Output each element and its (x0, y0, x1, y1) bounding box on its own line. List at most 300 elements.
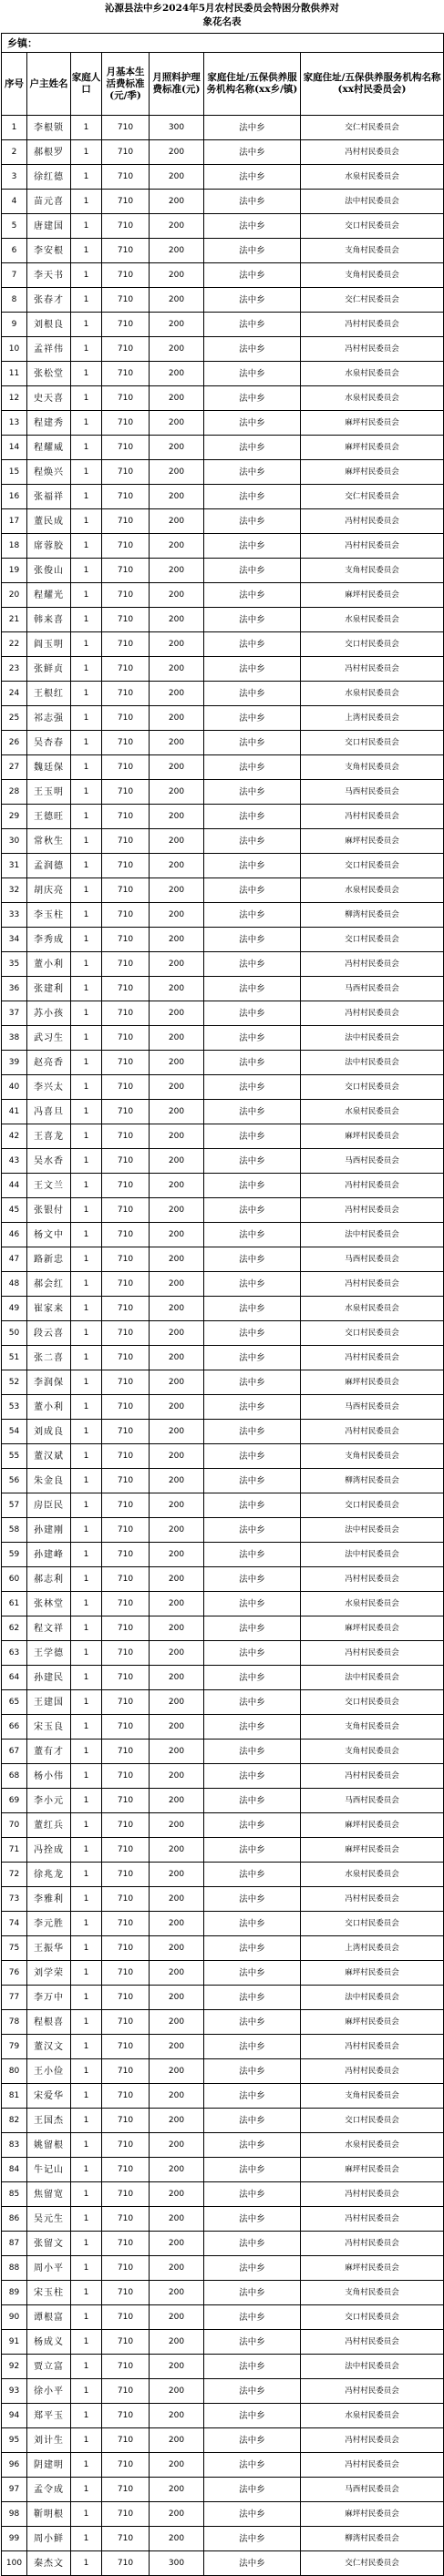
cell-householder: 董有才 (27, 1740, 71, 1764)
cell-householder: 赵亮香 (27, 1051, 71, 1075)
cell-household-size: 1 (71, 1272, 102, 1297)
cell-householder: 李万中 (27, 1986, 71, 2010)
cell-township: 法中乡 (204, 386, 301, 411)
cell-township: 法中乡 (204, 1863, 301, 1887)
table-row (2, 731, 444, 755)
cell-household-size: 1 (71, 362, 102, 386)
cell-village-committee: 水泉村民委员会 (301, 1297, 444, 1321)
cell-village-committee: 交仁村民委员会 (301, 288, 444, 313)
cell-living-allowance: 710 (102, 2404, 150, 2428)
cell-index: 75 (2, 1936, 27, 1961)
cell-township: 法中乡 (204, 2059, 301, 2084)
cell-township: 法中乡 (204, 1198, 301, 1223)
table-row (2, 1247, 444, 1272)
cell-householder: 刘学荣 (27, 1961, 71, 1986)
cell-living-allowance: 710 (102, 854, 150, 878)
cell-care-allowance: 200 (150, 1567, 204, 1592)
cell-living-allowance: 710 (102, 903, 150, 928)
cell-care-allowance: 200 (150, 2256, 204, 2281)
cell-householder: 朱金良 (27, 1469, 71, 1493)
cell-care-allowance: 200 (150, 1174, 204, 1198)
cell-living-allowance: 710 (102, 534, 150, 559)
cell-living-allowance: 710 (102, 829, 150, 854)
cell-village-committee: 支角村民委员会 (301, 239, 444, 263)
cell-village-committee: 冯村村民委员会 (301, 805, 444, 829)
cell-township: 法中乡 (204, 1740, 301, 1764)
cell-household-size: 1 (71, 1075, 102, 1100)
cell-living-allowance: 710 (102, 1444, 150, 1469)
cell-index: 55 (2, 1444, 27, 1469)
cell-householder: 孟令成 (27, 2478, 71, 2502)
cell-householder: 贾立富 (27, 2355, 71, 2379)
cell-householder: 李雅利 (27, 1887, 71, 1912)
cell-living-allowance: 710 (102, 706, 150, 731)
cell-living-allowance: 710 (102, 928, 150, 952)
cell-living-allowance: 710 (102, 583, 150, 608)
cell-household-size: 1 (71, 2010, 102, 2035)
cell-township: 法中乡 (204, 2084, 301, 2109)
cell-living-allowance: 710 (102, 190, 150, 214)
cell-village-committee: 交口村民委员会 (301, 214, 444, 239)
cell-index: 63 (2, 1641, 27, 1666)
cell-care-allowance: 200 (150, 2281, 204, 2305)
table-row (2, 140, 444, 165)
cell-village-committee: 交口村民委员会 (301, 1075, 444, 1100)
cell-township: 法中乡 (204, 608, 301, 632)
cell-living-allowance: 710 (102, 1887, 150, 1912)
cell-index: 5 (2, 214, 27, 239)
cell-village-committee: 马西村民委员会 (301, 1247, 444, 1272)
cell-index: 17 (2, 509, 27, 534)
cell-index: 41 (2, 1100, 27, 1124)
cell-village-committee: 冯村村民委员会 (301, 2035, 444, 2059)
cell-living-allowance: 710 (102, 977, 150, 1001)
cell-householder: 孟祥伟 (27, 337, 71, 362)
table-row (2, 1567, 444, 1592)
cell-village-committee: 支角村民委员会 (301, 263, 444, 288)
cell-township: 法中乡 (204, 2330, 301, 2355)
cell-township: 法中乡 (204, 2527, 301, 2551)
table-row (2, 116, 444, 140)
cell-village-committee: 冯村村民委员会 (301, 1001, 444, 1026)
cell-township: 法中乡 (204, 1321, 301, 1346)
cell-care-allowance: 200 (150, 485, 204, 509)
cell-index: 39 (2, 1051, 27, 1075)
cell-household-size: 1 (71, 977, 102, 1001)
cell-village-committee: 冯村村民委员会 (301, 534, 444, 559)
cell-index: 36 (2, 977, 27, 1001)
cell-index: 48 (2, 1272, 27, 1297)
cell-township: 法中乡 (204, 214, 301, 239)
table-row (2, 2355, 444, 2379)
table-row (2, 190, 444, 214)
table-row (2, 1666, 444, 1690)
cell-township: 法中乡 (204, 805, 301, 829)
cell-township: 法中乡 (204, 2010, 301, 2035)
cell-household-size: 1 (71, 313, 102, 337)
cell-village-committee: 交口村民委员会 (301, 1912, 444, 1936)
table-row (2, 2330, 444, 2355)
cell-household-size: 1 (71, 2502, 102, 2527)
cell-household-size: 1 (71, 2355, 102, 2379)
cell-householder: 王建国 (27, 1690, 71, 1715)
cell-index: 76 (2, 1961, 27, 1986)
cell-care-allowance: 200 (150, 878, 204, 903)
cell-township: 法中乡 (204, 632, 301, 657)
cell-index: 43 (2, 1149, 27, 1174)
cell-township: 法中乡 (204, 165, 301, 190)
table-row (2, 1420, 444, 1444)
cell-care-allowance: 200 (150, 534, 204, 559)
cell-index: 93 (2, 2379, 27, 2404)
cell-care-allowance: 200 (150, 1616, 204, 1641)
cell-village-committee: 冯村村民委员会 (301, 1420, 444, 1444)
cell-township: 法中乡 (204, 362, 301, 386)
cell-village-committee: 冯村村民委员会 (301, 337, 444, 362)
cell-household-size: 1 (71, 632, 102, 657)
cell-village-committee: 法中村民委员会 (301, 1051, 444, 1075)
cell-care-allowance: 200 (150, 682, 204, 706)
table-row (2, 1297, 444, 1321)
cell-householder: 董汉斌 (27, 1444, 71, 1469)
cell-township: 法中乡 (204, 1493, 301, 1518)
cell-householder: 程根喜 (27, 2010, 71, 2035)
cell-householder: 张鲜贞 (27, 657, 71, 682)
cell-township: 法中乡 (204, 1297, 301, 1321)
cell-care-allowance: 200 (150, 1223, 204, 1247)
cell-householder: 程焕兴 (27, 460, 71, 485)
cell-household-size: 1 (71, 854, 102, 878)
cell-index: 31 (2, 854, 27, 878)
cell-care-allowance: 200 (150, 1789, 204, 1813)
cell-index: 80 (2, 2059, 27, 2084)
cell-township: 法中乡 (204, 263, 301, 288)
cell-index: 35 (2, 952, 27, 977)
cell-village-committee: 水泉村民委员会 (301, 878, 444, 903)
cell-index: 70 (2, 1813, 27, 1838)
cell-village-committee: 柳湾村民委员会 (301, 2527, 444, 2551)
cell-household-size: 1 (71, 386, 102, 411)
cell-index: 14 (2, 436, 27, 460)
cell-village-committee: 麻坪村民委员会 (301, 829, 444, 854)
cell-householder: 孟润德 (27, 854, 71, 878)
table-row (2, 485, 444, 509)
cell-township: 法中乡 (204, 1543, 301, 1567)
cell-index: 19 (2, 559, 27, 583)
cell-householder: 魏廷保 (27, 755, 71, 780)
cell-village-committee: 马西村民委员会 (301, 1149, 444, 1174)
cell-index: 100 (2, 2551, 27, 2576)
cell-care-allowance: 200 (150, 1198, 204, 1223)
table-row (2, 1912, 444, 1936)
cell-care-allowance: 200 (150, 411, 204, 436)
cell-living-allowance: 710 (102, 2551, 150, 2576)
table-row (2, 1887, 444, 1912)
cell-index: 15 (2, 460, 27, 485)
cell-living-allowance: 710 (102, 1715, 150, 1740)
cell-township: 法中乡 (204, 977, 301, 1001)
cell-household-size: 1 (71, 1198, 102, 1223)
cell-index: 53 (2, 1395, 27, 1420)
cell-householder: 张建利 (27, 977, 71, 1001)
cell-living-allowance: 710 (102, 2182, 150, 2207)
cell-living-allowance: 710 (102, 1912, 150, 1936)
cell-index: 89 (2, 2281, 27, 2305)
cell-care-allowance: 200 (150, 2158, 204, 2182)
cell-care-allowance: 200 (150, 362, 204, 386)
cell-living-allowance: 710 (102, 1223, 150, 1247)
cell-living-allowance: 710 (102, 1641, 150, 1666)
cell-householder: 董民成 (27, 509, 71, 534)
cell-householder: 董汉文 (27, 2035, 71, 2059)
cell-index: 23 (2, 657, 27, 682)
table-row (2, 1740, 444, 1764)
cell-living-allowance: 710 (102, 1149, 150, 1174)
table-row (2, 1444, 444, 1469)
cell-living-allowance: 710 (102, 2256, 150, 2281)
cell-care-allowance: 200 (150, 1272, 204, 1297)
cell-township: 法中乡 (204, 1961, 301, 1986)
cell-care-allowance: 200 (150, 2379, 204, 2404)
cell-living-allowance: 710 (102, 1740, 150, 1764)
cell-township: 法中乡 (204, 534, 301, 559)
cell-householder: 孙建民 (27, 1666, 71, 1690)
cell-living-allowance: 710 (102, 1936, 150, 1961)
table-row (2, 2379, 444, 2404)
table-row (2, 436, 444, 460)
cell-village-committee: 冯村村民委员会 (301, 1764, 444, 1789)
cell-care-allowance: 200 (150, 706, 204, 731)
cell-household-size: 1 (71, 2207, 102, 2232)
cell-householder: 阎玉明 (27, 632, 71, 657)
cell-township: 法中乡 (204, 1124, 301, 1149)
cell-care-allowance: 200 (150, 1395, 204, 1420)
cell-village-committee: 马西村民委员会 (301, 1395, 444, 1420)
table-row (2, 2256, 444, 2281)
cell-householder: 苏小孩 (27, 1001, 71, 1026)
cell-household-size: 1 (71, 2109, 102, 2133)
cell-household-size: 1 (71, 731, 102, 755)
cell-household-size: 1 (71, 288, 102, 313)
cell-householder: 刘计生 (27, 2428, 71, 2453)
cell-care-allowance: 200 (150, 263, 204, 288)
cell-township: 法中乡 (204, 1346, 301, 1370)
table-row (2, 1813, 444, 1838)
cell-household-size: 1 (71, 2232, 102, 2256)
cell-household-size: 1 (71, 2133, 102, 2158)
cell-index: 27 (2, 755, 27, 780)
cell-care-allowance: 200 (150, 214, 204, 239)
cell-care-allowance: 200 (150, 1961, 204, 1986)
cell-living-allowance: 710 (102, 1026, 150, 1051)
cell-township: 法中乡 (204, 2232, 301, 2256)
cell-index: 1 (2, 116, 27, 140)
cell-care-allowance: 200 (150, 1420, 204, 1444)
cell-township: 法中乡 (204, 1149, 301, 1174)
cell-care-allowance: 200 (150, 165, 204, 190)
cell-householder: 李天书 (27, 263, 71, 288)
cell-index: 54 (2, 1420, 27, 1444)
table-row (2, 1124, 444, 1149)
cell-care-allowance: 200 (150, 1124, 204, 1149)
cell-care-allowance: 200 (150, 1863, 204, 1887)
cell-householder: 董红兵 (27, 1813, 71, 1838)
cell-index: 81 (2, 2084, 27, 2109)
cell-village-committee: 麻坪村民委员会 (301, 436, 444, 460)
table-row (2, 1764, 444, 1789)
cell-householder: 李润保 (27, 1370, 71, 1395)
cell-village-committee: 交口村民委员会 (301, 1321, 444, 1346)
cell-household-size: 1 (71, 509, 102, 534)
cell-householder: 路新忠 (27, 1247, 71, 1272)
cell-household-size: 1 (71, 1789, 102, 1813)
cell-village-committee: 水泉村民委员会 (301, 2133, 444, 2158)
cell-index: 59 (2, 1543, 27, 1567)
cell-care-allowance: 200 (150, 2502, 204, 2527)
cell-household-size: 1 (71, 263, 102, 288)
cell-village-committee: 水泉村民委员会 (301, 362, 444, 386)
cell-living-allowance: 710 (102, 1764, 150, 1789)
table-row (2, 362, 444, 386)
cell-village-committee: 法中村民委员会 (301, 190, 444, 214)
table-row (2, 1051, 444, 1075)
cell-household-size: 1 (71, 485, 102, 509)
cell-living-allowance: 710 (102, 2207, 150, 2232)
cell-care-allowance: 200 (150, 1666, 204, 1690)
table-row (2, 2232, 444, 2256)
cell-care-allowance: 200 (150, 239, 204, 263)
cell-township: 法中乡 (204, 460, 301, 485)
cell-index: 74 (2, 1912, 27, 1936)
table-row (2, 977, 444, 1001)
cell-household-size: 1 (71, 2182, 102, 2207)
cell-township: 法中乡 (204, 682, 301, 706)
cell-village-committee: 支角村民委员会 (301, 1444, 444, 1469)
cell-householder: 周小平 (27, 2256, 71, 2281)
cell-household-size: 1 (71, 706, 102, 731)
cell-index: 94 (2, 2404, 27, 2428)
table-row (2, 1789, 444, 1813)
cell-household-size: 1 (71, 1666, 102, 1690)
cell-index: 22 (2, 632, 27, 657)
cell-living-allowance: 710 (102, 2281, 150, 2305)
cell-care-allowance: 200 (150, 2527, 204, 2551)
cell-householder: 崔家来 (27, 1297, 71, 1321)
cell-householder: 史天喜 (27, 386, 71, 411)
cell-household-size: 1 (71, 1740, 102, 1764)
cell-care-allowance: 200 (150, 2330, 204, 2355)
cell-householder: 董小利 (27, 952, 71, 977)
cell-village-committee: 马西村民委员会 (301, 977, 444, 1001)
cell-index: 82 (2, 2109, 27, 2133)
cell-care-allowance: 300 (150, 2551, 204, 2576)
cell-householder: 徐红德 (27, 165, 71, 190)
cell-living-allowance: 710 (102, 755, 150, 780)
cell-household-size: 1 (71, 190, 102, 214)
cell-village-committee: 交口村民委员会 (301, 1690, 444, 1715)
cell-living-allowance: 710 (102, 1863, 150, 1887)
cell-care-allowance: 200 (150, 190, 204, 214)
cell-index: 60 (2, 1567, 27, 1592)
cell-living-allowance: 710 (102, 2305, 150, 2330)
table-row (2, 2158, 444, 2182)
table-row (2, 682, 444, 706)
cell-index: 3 (2, 165, 27, 190)
cell-village-committee: 马西村民委员会 (301, 780, 444, 805)
cell-household-size: 1 (71, 1420, 102, 1444)
cell-household-size: 1 (71, 1518, 102, 1543)
cell-household-size: 1 (71, 214, 102, 239)
cell-village-committee: 法中村民委员会 (301, 1666, 444, 1690)
cell-householder: 李安根 (27, 239, 71, 263)
cell-care-allowance: 200 (150, 1149, 204, 1174)
cell-living-allowance: 710 (102, 1690, 150, 1715)
cell-household-size: 1 (71, 1051, 102, 1075)
cell-township: 法中乡 (204, 854, 301, 878)
cell-township: 法中乡 (204, 1764, 301, 1789)
cell-care-allowance: 200 (150, 1740, 204, 1764)
cell-household-size: 1 (71, 1543, 102, 1567)
cell-index: 6 (2, 239, 27, 263)
cell-care-allowance: 200 (150, 509, 204, 534)
cell-care-allowance: 200 (150, 2453, 204, 2478)
cell-household-size: 1 (71, 140, 102, 165)
cell-village-committee: 水泉村民委员会 (301, 1100, 444, 1124)
cell-householder: 张俊山 (27, 559, 71, 583)
cell-care-allowance: 200 (150, 1444, 204, 1469)
cell-village-committee: 水泉村民委员会 (301, 386, 444, 411)
cell-household-size: 1 (71, 2404, 102, 2428)
cell-village-committee: 冯村村民委员会 (301, 1198, 444, 1223)
cell-household-size: 1 (71, 436, 102, 460)
cell-village-committee: 冯村村民委员会 (301, 2182, 444, 2207)
cell-village-committee: 麻坪村民委员会 (301, 460, 444, 485)
cell-village-committee: 交仁村民委员会 (301, 485, 444, 509)
roster-table (1, 33, 444, 2576)
cell-living-allowance: 710 (102, 559, 150, 583)
cell-index: 10 (2, 337, 27, 362)
table-row (2, 1863, 444, 1887)
cell-care-allowance: 200 (150, 2207, 204, 2232)
cell-living-allowance: 710 (102, 509, 150, 534)
cell-householder: 姚留根 (27, 2133, 71, 2158)
cell-household-size: 1 (71, 1395, 102, 1420)
cell-village-committee: 冯村村民委员会 (301, 2379, 444, 2404)
cell-living-allowance: 710 (102, 362, 150, 386)
cell-township: 法中乡 (204, 903, 301, 928)
cell-index: 7 (2, 263, 27, 288)
cell-village-committee: 水泉村民委员会 (301, 2404, 444, 2428)
cell-living-allowance: 710 (102, 1961, 150, 1986)
table-row (2, 2059, 444, 2084)
cell-householder: 张银付 (27, 1198, 71, 1223)
table-row (2, 1690, 444, 1715)
cell-householder: 杨成义 (27, 2330, 71, 2355)
cell-household-size: 1 (71, 2256, 102, 2281)
cell-living-allowance: 710 (102, 1666, 150, 1690)
table-row (2, 411, 444, 436)
cell-household-size: 1 (71, 1174, 102, 1198)
cell-care-allowance: 200 (150, 780, 204, 805)
table-row (2, 952, 444, 977)
cell-index: 40 (2, 1075, 27, 1100)
cell-township: 法中乡 (204, 116, 301, 140)
title-line-1: 沁源县法中乡2024年5月农村民委员会特困分散供养对 (104, 3, 340, 14)
cell-township: 法中乡 (204, 1469, 301, 1493)
cell-index: 58 (2, 1518, 27, 1543)
cell-household-size: 1 (71, 1641, 102, 1666)
cell-village-committee: 法中村民委员会 (301, 1026, 444, 1051)
